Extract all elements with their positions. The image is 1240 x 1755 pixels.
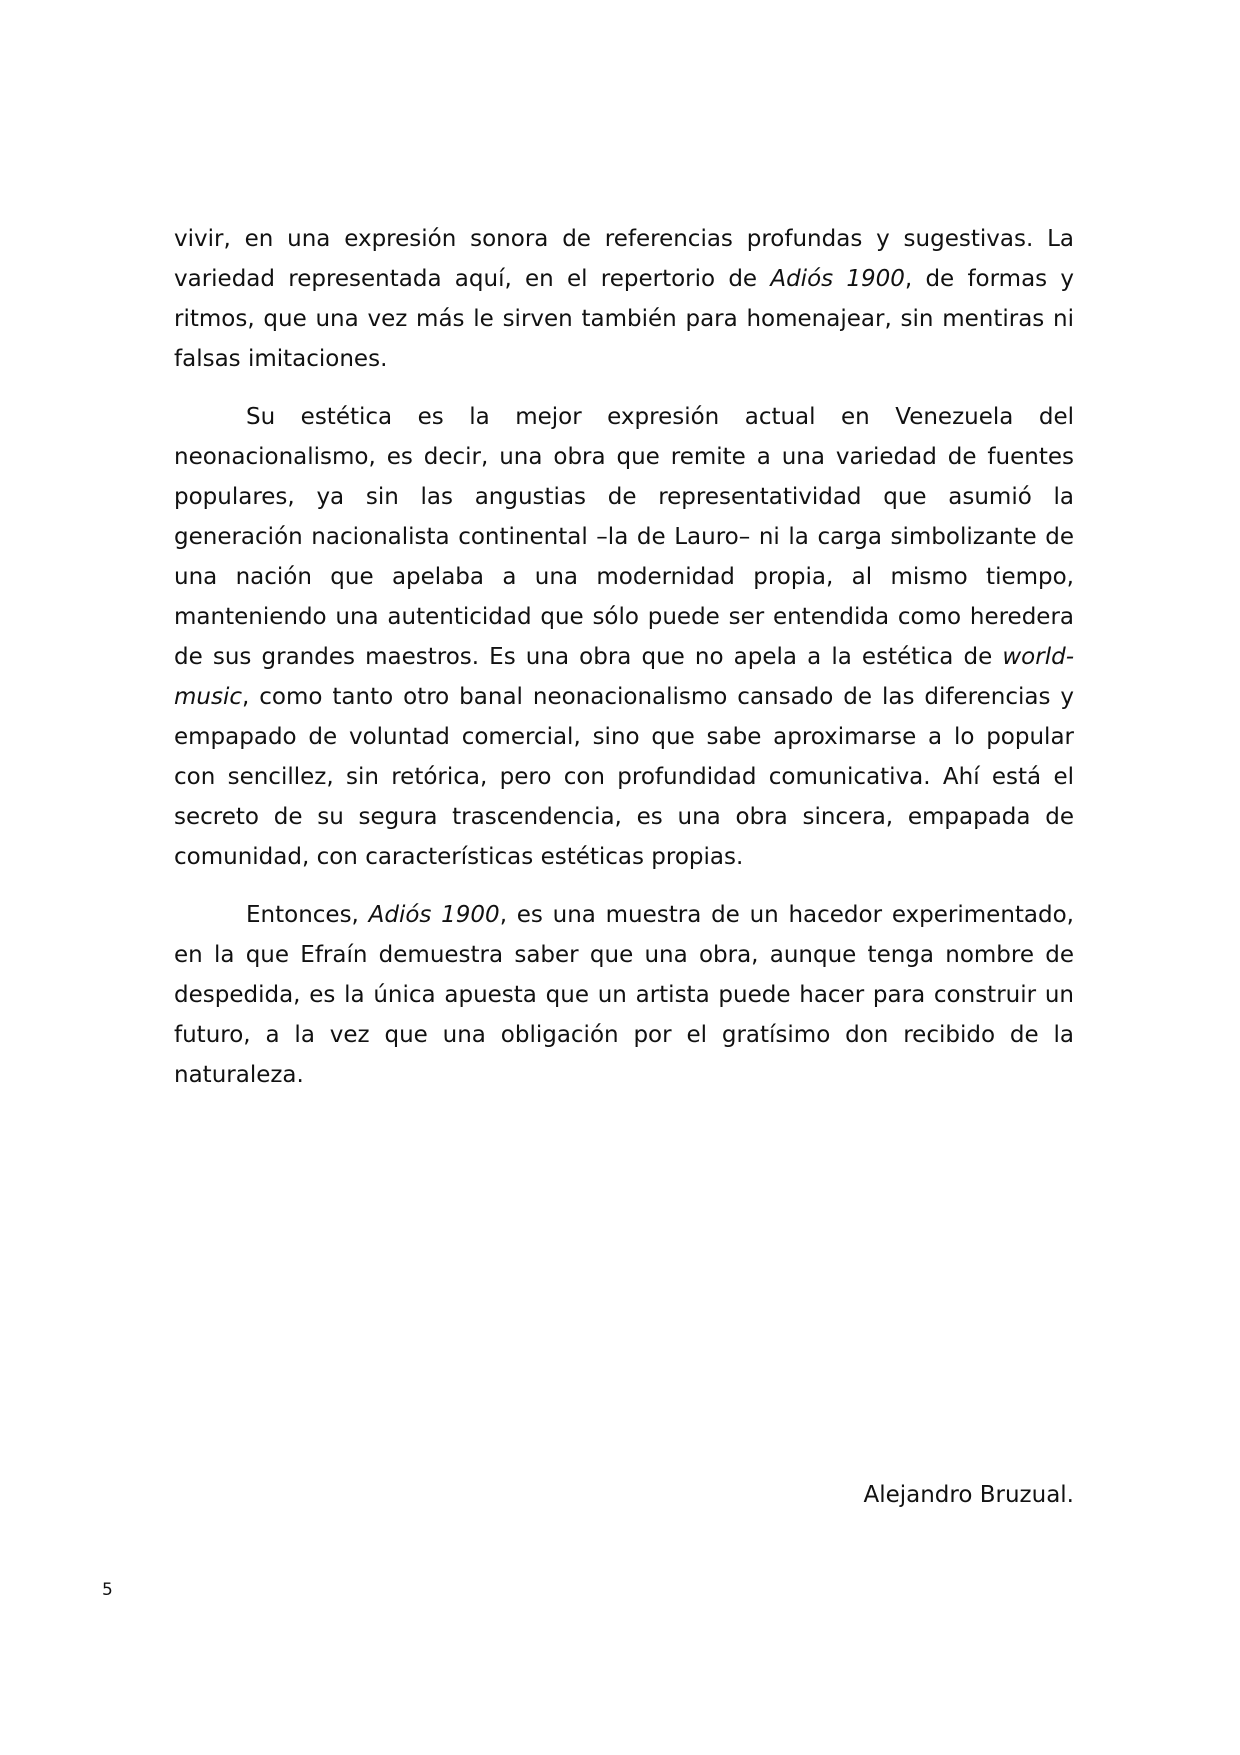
paragraph-conclusion [174, 895, 1074, 1095]
paragraph-text: , como tanto otro banal neonacionalismo cansado de las diferencias y empapado de voluntad comercial, sino que sabe aproximarse a lo popular con sencillez, sin retórica, pero con profundidad comunicativa. Ahí está el secreto de su segura trascendencia, es una obra sincera, empapada de comunidad, con características estéticas propias. [174, 684, 1074, 870]
italic-term: world-music [174, 644, 1074, 710]
paragraph-text: , es una muestra de un hacedor experimentado, en la que Efraín demuestra saber que una obra, aunque tenga nombre de despedida, es la única apuesta que un artista puede hacer para construir un futuro, a la vez que una obligación por el gratísimo don recibido de la naturaleza. [174, 902, 1074, 1088]
paragraph-text: Su estética es la mejor expresión actual en Venezuela del neonacionalismo, es decir, una obra que remite a una variedad de fuentes populares, ya sin las angustias de representatividad que asumió la generación nacionalista continental –la de Lauro– ni la carga simbolizante de una nación que apelaba a una modernidad propia, al mismo tiempo, manteniendo una autenticidad que sólo puede ser entendida como heredera de sus grandes maestros. Es una obra que no apela a la estética de [174, 404, 1074, 670]
work-title: Adiós 1900 [368, 902, 500, 928]
author-signature: Alejandro Bruzual. [863, 1482, 1074, 1508]
paragraph-continuation [174, 219, 1074, 379]
paragraph-text: , de formas y ritmos, que una vez más le sirven también para homenajear, sin mentiras ni falsas imitaciones. [174, 266, 1075, 372]
body-text [174, 219, 1074, 1113]
paragraph-text: Entonces, [246, 902, 369, 928]
paragraph-aesthetics [174, 397, 1074, 877]
paragraph-text: vivir, en una expresión sonora de referencias profundas y sugestivas. La variedad representada aquí, en el repertorio de [174, 226, 1074, 292]
page-number: 5 [102, 1580, 113, 1600]
work-title: Adiós 1900 [770, 266, 905, 292]
